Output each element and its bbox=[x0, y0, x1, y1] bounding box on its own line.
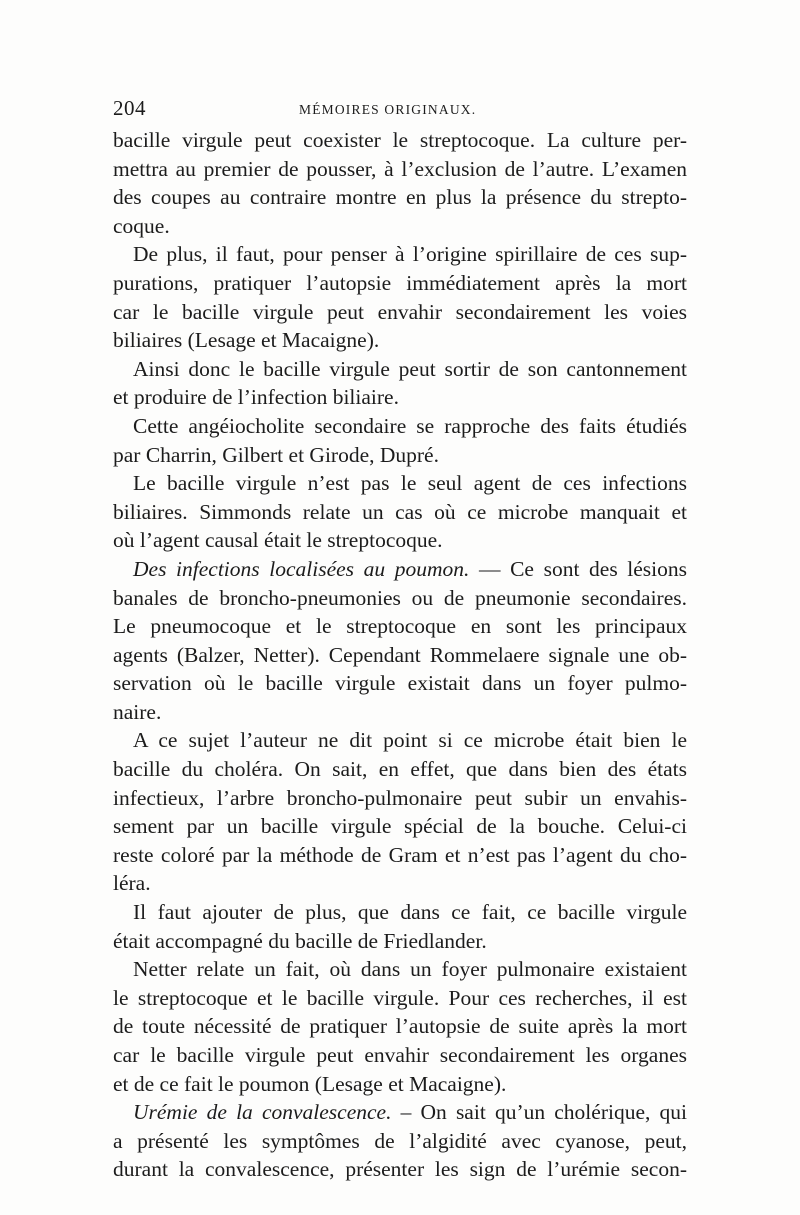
text-line: coque. bbox=[113, 213, 170, 238]
text-line: Urémie de la convalescence. – On sait qu’un cholérique, qui bbox=[133, 1100, 687, 1125]
page-number: 204 bbox=[113, 96, 146, 120]
text-line: A ce sujet l’auteur ne dit point si ce microbe était bien le bbox=[133, 728, 687, 753]
text-line: bacille virgule peut coexister le streptocoque. La culture per- bbox=[113, 128, 687, 152]
section-heading-italic: Des infections localisées au poumon. bbox=[133, 556, 470, 581]
text-line: Netter relate un fait, où dans un foyer pulmonaire existaient bbox=[133, 957, 687, 982]
text-line: bacille du choléra. On sait, en effet, que dans bien des états bbox=[113, 757, 687, 782]
section-heading-italic: Urémie de la convalescence. bbox=[133, 1100, 392, 1125]
text-line: Il faut ajouter de plus, que dans ce fait, ce bacille virgule bbox=[133, 900, 687, 925]
text-line: Des infections localisées au poumon. — Ce sont des lésions bbox=[133, 556, 688, 581]
text-line: infectieux, l’arbre broncho-pulmonaire peut subir un envahis- bbox=[113, 785, 687, 810]
text-line: de toute nécessité de pratiquer l’autopsie de suite après la mort bbox=[113, 1014, 687, 1039]
text-line: Cette angéiocholite secondaire se rapproche des faits étudiés bbox=[133, 413, 687, 438]
text-line: banales de broncho-pneumonies ou de pneumonie secondaires. bbox=[113, 585, 687, 610]
text-line: et produire de l’infection biliaire. bbox=[113, 385, 399, 410]
text-line: agents (Balzer, Netter). Cependant Rommelaere signale une ob- bbox=[113, 642, 687, 667]
text-line: sement par un bacille virgule spécial de la bouche. Celui-ci bbox=[113, 814, 687, 839]
text-line: était accompagné du bacille de Friedlander. bbox=[113, 928, 487, 953]
text-line: reste coloré par la méthode de Gram et n’est pas l’agent du cho- bbox=[113, 842, 687, 867]
text-line: mettra au premier de pousser, à l’exclusion de l’autre. L’examen bbox=[113, 156, 687, 181]
text-line: a présenté les symptômes de l’algidité avec cyanose, peut, bbox=[113, 1128, 687, 1153]
text-line: biliaires (Lesage et Macaigne). bbox=[113, 328, 380, 353]
text-line: Le pneumocoque et le streptocoque en sont les principaux bbox=[113, 614, 687, 639]
text-line: car le bacille virgule peut envahir secondairement les organes bbox=[113, 1043, 687, 1067]
text-line: servation où le bacille virgule existait dans un foyer pulmo- bbox=[113, 671, 687, 696]
text-line: le streptocoque et le bacille virgule. Pour ces recherches, il est bbox=[113, 985, 687, 1010]
text-line: et de ce fait le poumon (Lesage et Macaigne). bbox=[113, 1071, 507, 1096]
page-header bbox=[113, 96, 688, 126]
text-line: des coupes au contraire montre en plus la présence du strepto- bbox=[113, 185, 687, 210]
body-text bbox=[113, 126, 687, 1184]
text-line: De plus, il faut, pour penser à l’origine spirillaire de ces sup- bbox=[133, 242, 687, 267]
text-line: purations, pratiquer l’autopsie immédiatement après la mort bbox=[113, 270, 687, 295]
running-head: MÉMOIRES ORIGINAUX. bbox=[299, 102, 477, 117]
text-line: biliaires. Simmonds relate un cas où ce microbe manquait et bbox=[113, 499, 687, 524]
text-line: durant la convalescence, présenter les sign de l’urémie secon- bbox=[113, 1157, 687, 1182]
text-line: léra. bbox=[113, 871, 151, 896]
text-line: Ainsi donc le bacille virgule peut sortir de son cantonnement bbox=[133, 356, 687, 381]
text-line: par Charrin, Gilbert et Girode, Dupré. bbox=[113, 442, 439, 467]
text-line: où l’agent causal était le streptocoque. bbox=[113, 528, 443, 553]
text-line: car le bacille virgule peut envahir secondairement les voies bbox=[113, 299, 687, 324]
text-line: Le bacille virgule n’est pas le seul agent de ces infections bbox=[133, 471, 687, 496]
text-line: naire. bbox=[113, 699, 162, 724]
